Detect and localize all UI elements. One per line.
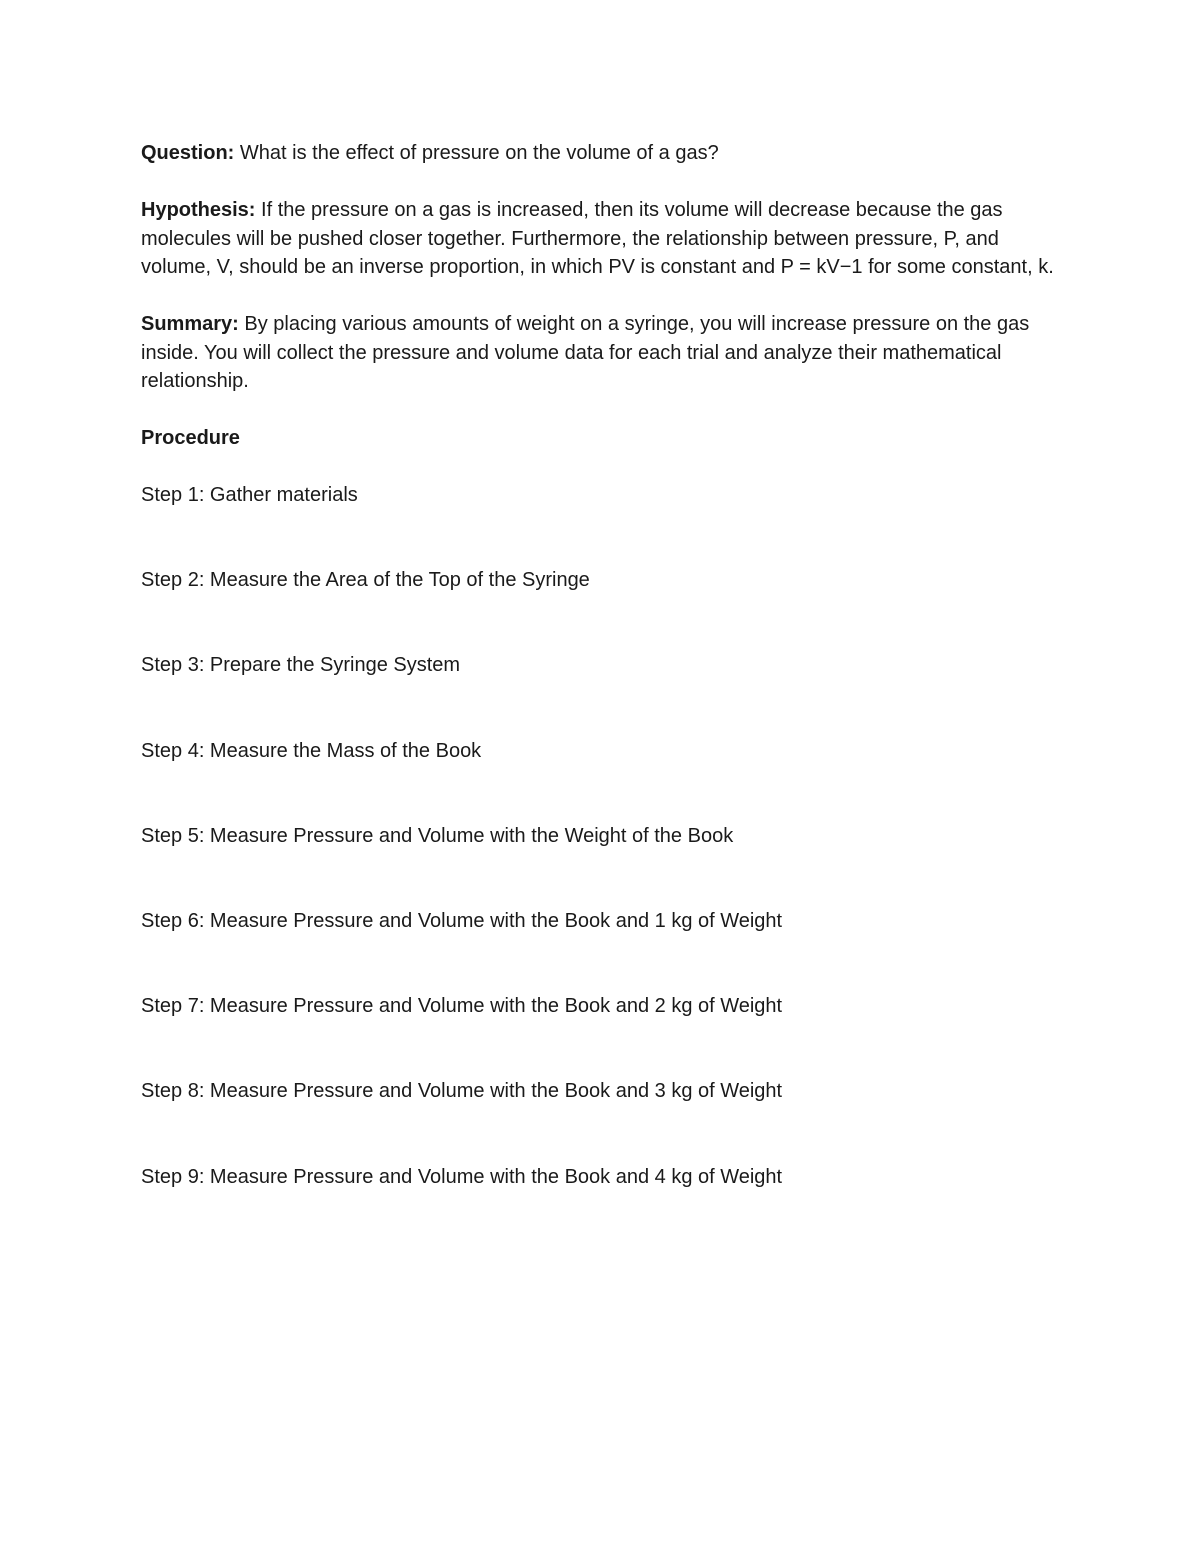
- question-label: Question:: [141, 142, 235, 164]
- procedure-steps-list: [141, 481, 1071, 1248]
- procedure-step-1: Step 1: Gather materials: [141, 484, 358, 506]
- summary-text: By placing various amounts of weight on a syringe, you will increase pressure on the gas inside. You will collect the pressure and volume data for each trial and analyze their mathematical relationship.: [141, 313, 1030, 392]
- procedure-step-5: Step 5: Measure Pressure and Volume with the Weight of the Book: [141, 824, 734, 847]
- procedure-step-6: Step 6: Measure Pressure and Volume with the Book and 1 kg of Weight: [141, 909, 783, 932]
- procedure-step-8: Step 8: Measure Pressure and Volume with the Book and 3 kg of Weight: [141, 1080, 783, 1103]
- summary-paragraph: [141, 310, 1071, 396]
- procedure-step-4: Step 4: Measure the Mass of the Book: [141, 739, 482, 762]
- procedure-step-7: Step 7: Measure Pressure and Volume with the Book and 2 kg of Weight: [141, 995, 783, 1018]
- procedure-step-2: Step 2: Measure the Area of the Top of the Syringe: [141, 569, 590, 592]
- procedure-step-9: Step 9: Measure Pressure and Volume with the Book and 4 kg of Weight: [141, 1165, 783, 1188]
- question-text: What is the effect of pressure on the volume of a gas?: [234, 142, 719, 164]
- summary-label: Summary:: [141, 313, 239, 335]
- hypothesis-paragraph: [141, 196, 1071, 282]
- hypothesis-label: Hypothesis:: [141, 199, 256, 221]
- procedure-step-3: Step 3: Prepare the Syringe System: [141, 654, 461, 677]
- hypothesis-text: If the pressure on a gas is increased, then its volume will decrease because the gas molecules will be pushed closer together. Furthermore, the relationship between pressure, P, and volume, V, should be an inverse proportion, in which PV is constant and P = kV−1 for some constant, k.: [141, 199, 1054, 278]
- document-body: [141, 139, 1071, 1248]
- question-paragraph: [141, 139, 1071, 168]
- procedure-heading: Procedure: [141, 427, 240, 449]
